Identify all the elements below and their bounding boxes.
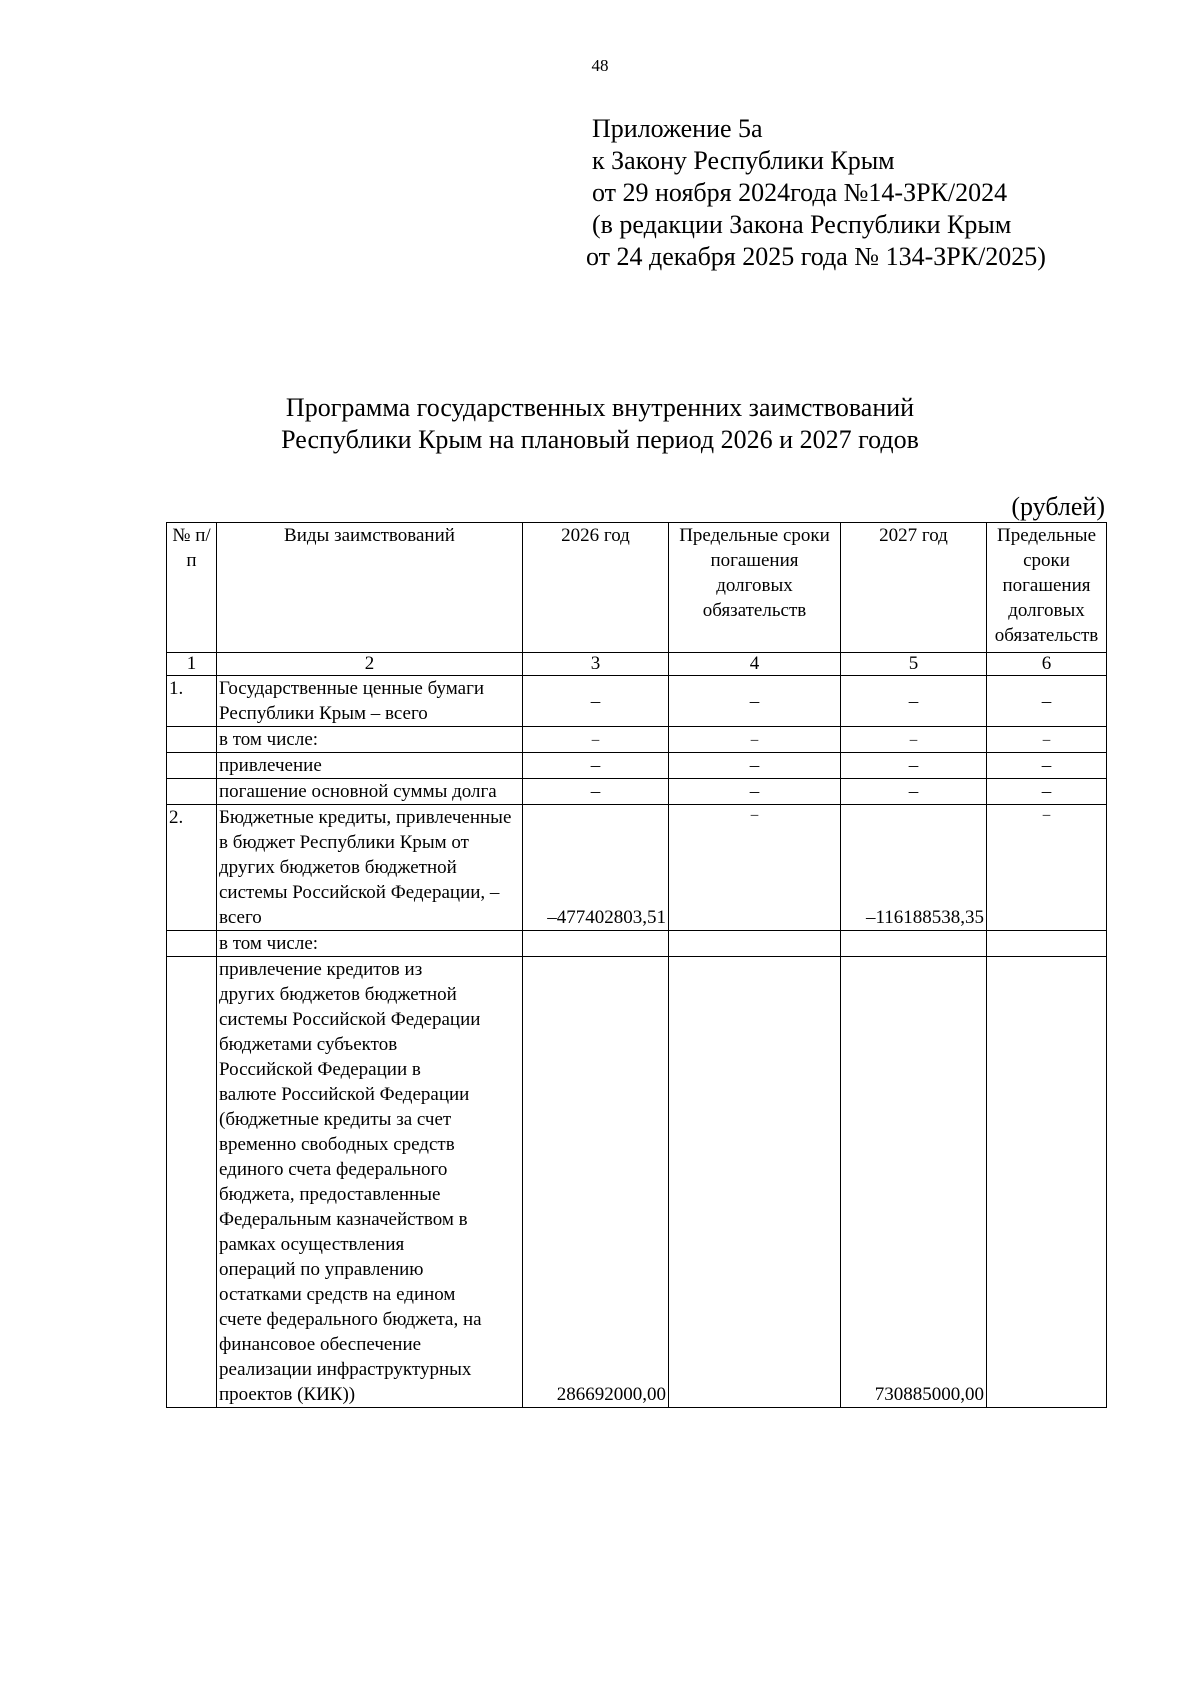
value-2027: [841, 931, 987, 957]
header-term-2026: Предельные сроки погашения долговых обязательств: [669, 523, 841, 653]
term-2027: –: [987, 753, 1107, 779]
column-number: 4: [669, 653, 841, 676]
appendix-line: Приложение 5а: [592, 114, 763, 143]
column-number-row: [167, 653, 1107, 676]
term-2027: –: [987, 676, 1107, 727]
term-2026: –: [669, 676, 841, 727]
column-number: 2: [217, 653, 523, 676]
table-row: [167, 753, 1107, 779]
table-row: [167, 931, 1107, 957]
title-line: Республики Крым на плановый период 2026 и 2027 годов: [281, 425, 919, 454]
row-number: [167, 957, 217, 1408]
value-2026: [523, 931, 669, 957]
term-2026: –: [669, 753, 841, 779]
row-number: [167, 727, 217, 753]
appendix-line: от 29 ноября 2024года №14-ЗРК/2024: [592, 178, 1008, 207]
value-2026: –: [523, 727, 669, 753]
row-name: Бюджетные кредиты, привлеченные в бюджет Республики Крым от других бюджетов бюджетной системы Российской Федерации, – всего: [217, 805, 523, 931]
header-kind: Виды заимствований: [217, 523, 523, 653]
row-name: привлечение: [217, 753, 523, 779]
value-2026: –: [523, 753, 669, 779]
term-2026: –: [669, 805, 841, 931]
row-number: [167, 753, 217, 779]
borrowing-program-table: [166, 522, 1107, 1408]
column-number: 5: [841, 653, 987, 676]
header-2026: 2026 год: [523, 523, 669, 653]
header-term-2027: Предельные сроки погашения долговых обязательств: [987, 523, 1107, 653]
table-header-row: [167, 523, 1107, 653]
table-row: [167, 779, 1107, 805]
term-2027: –: [987, 727, 1107, 753]
value-2027: –116188538,35: [841, 805, 987, 931]
row-number: [167, 931, 217, 957]
value-2027: –: [841, 676, 987, 727]
row-name: в том числе:: [217, 727, 523, 753]
row-name: в том числе:: [217, 931, 523, 957]
title-line: Программа государственных внутренних заимствований: [285, 393, 915, 422]
term-2026: –: [669, 779, 841, 805]
value-2026: –: [523, 779, 669, 805]
table-row: [167, 957, 1107, 1408]
header-num: № п/п: [167, 523, 217, 653]
row-name: погашение основной суммы долга: [217, 779, 523, 805]
row-number: 2.: [167, 805, 217, 931]
appendix-header: [586, 113, 1046, 273]
column-number: 6: [987, 653, 1107, 676]
term-2026: [669, 957, 841, 1408]
term-2026: –: [669, 727, 841, 753]
value-2026: 286692000,00: [523, 957, 669, 1408]
value-2027: –: [841, 753, 987, 779]
table-row: [167, 727, 1107, 753]
row-name: Государственные ценные бумаги Республики Крым – всего: [217, 676, 523, 727]
row-name: привлечение кредитов из других бюджетов бюджетной системы Российской Федерации бюджетами субъектов Российской Федерации в валюте Российской Федерации (бюджетные кредиты за счет временно свободных средств единого счета федерального бюджета, предоставленные Федеральным казначейством в рамках осуществления операций по управлению остатками средств на едином счете федерального бюджета, на финансовое обеспечение реализации инфраструктурных проектов (КИК)): [217, 957, 523, 1408]
value-2026: –: [523, 676, 669, 727]
page-number: 48: [591, 56, 609, 75]
value-2027: –: [841, 727, 987, 753]
unit-label: (рублей): [1011, 492, 1105, 521]
column-number: 3: [523, 653, 669, 676]
row-number: [167, 779, 217, 805]
value-2027: 730885000,00: [841, 957, 987, 1408]
term-2027: –: [987, 805, 1107, 931]
appendix-line: от 24 декабря 2025 года № 134-ЗРК/2025): [586, 242, 1046, 271]
table-row: [167, 676, 1107, 727]
header-2027: 2027 год: [841, 523, 987, 653]
appendix-line: (в редакции Закона Республики Крым: [592, 210, 1012, 239]
term-2027: –: [987, 779, 1107, 805]
document-title: [0, 392, 1200, 456]
table-row: [167, 805, 1107, 931]
term-2027: [987, 931, 1107, 957]
value-2026: –477402803,51: [523, 805, 669, 931]
row-number: 1.: [167, 676, 217, 727]
term-2027: [987, 957, 1107, 1408]
term-2026: [669, 931, 841, 957]
value-2027: –: [841, 779, 987, 805]
appendix-line: к Закону Республики Крым: [592, 146, 895, 175]
column-number: 1: [167, 653, 217, 676]
